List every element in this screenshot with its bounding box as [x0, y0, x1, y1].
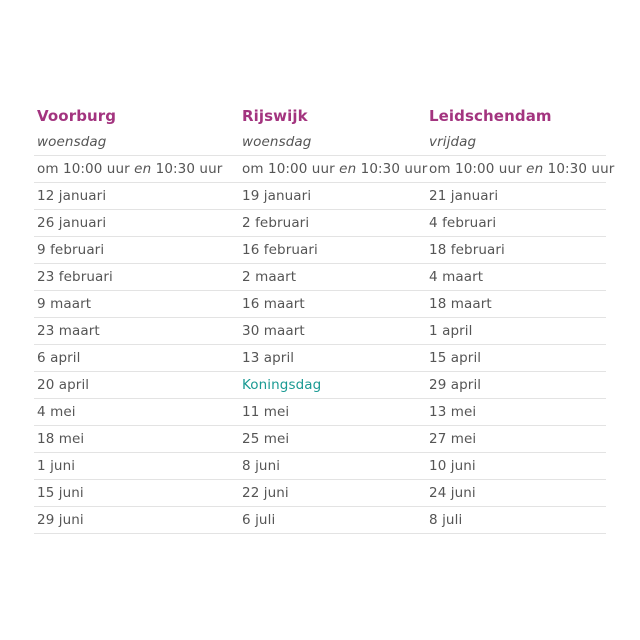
date-cell-leidschendam: 21 januari: [429, 188, 499, 204]
date-row: [34, 264, 606, 291]
date-row: [34, 183, 606, 210]
date-cell-leidschendam: 27 mei: [429, 431, 477, 447]
time-leidschendam: om 10:00 uur en 10:30 uur: [429, 161, 615, 177]
date-row: [34, 318, 606, 345]
date-cell-rijswijk: 16 maart: [242, 296, 305, 312]
holiday-cell-rijswijk: Koningsdag: [242, 377, 322, 393]
date-cell-rijswijk: 22 juni: [242, 485, 289, 501]
date-cell-leidschendam: 4 maart: [429, 269, 484, 285]
schedule-table: [34, 102, 615, 534]
date-row: [34, 507, 606, 534]
date-row: [34, 372, 606, 399]
date-cell-voorburg: 23 februari: [37, 269, 113, 285]
date-rows: [34, 183, 606, 534]
date-cell-rijswijk: 25 mei: [242, 431, 290, 447]
date-row: [34, 453, 606, 480]
date-cell-voorburg: 23 maart: [37, 323, 100, 339]
date-cell-rijswijk: 13 april: [242, 350, 295, 366]
date-cell-leidschendam: 18 februari: [429, 242, 505, 258]
date-cell-voorburg: 15 juni: [37, 485, 84, 501]
date-cell-leidschendam: 10 juni: [429, 458, 476, 474]
city-rijswijk: Rijswijk: [242, 106, 308, 125]
date-row: [34, 399, 606, 426]
city-leidschendam: Leidschendam: [429, 106, 552, 125]
date-cell-rijswijk: 11 mei: [242, 404, 290, 420]
date-cell-voorburg: 1 juni: [37, 458, 76, 474]
date-cell-leidschendam: 15 april: [429, 350, 482, 366]
weekday-leidschendam: vrijdag: [429, 134, 477, 150]
date-cell-voorburg: 9 maart: [37, 296, 92, 312]
weekday-rijswijk: woensdag: [242, 134, 312, 150]
date-row: [34, 426, 606, 453]
date-row: [34, 237, 606, 264]
city-voorburg: Voorburg: [37, 106, 117, 125]
date-cell-voorburg: 4 mei: [37, 404, 76, 420]
date-row: [34, 291, 606, 318]
date-cell-leidschendam: 8 juli: [429, 512, 463, 528]
date-cell-leidschendam: 13 mei: [429, 404, 477, 420]
date-cell-rijswijk: 19 januari: [242, 188, 312, 204]
date-cell-leidschendam: 4 februari: [429, 215, 497, 231]
date-cell-voorburg: 18 mei: [37, 431, 85, 447]
time-rijswijk: om 10:00 uur en 10:30 uur: [242, 161, 428, 177]
date-cell-rijswijk: 2 maart: [242, 269, 297, 285]
date-cell-rijswijk: 8 juni: [242, 458, 281, 474]
date-cell-voorburg: 26 januari: [37, 215, 107, 231]
time-voorburg: om 10:00 uur en 10:30 uur: [37, 161, 223, 177]
date-cell-leidschendam: 18 maart: [429, 296, 492, 312]
date-cell-voorburg: 6 april: [37, 350, 81, 366]
date-row: [34, 480, 606, 507]
time-row: [34, 156, 615, 183]
date-cell-voorburg: 12 januari: [37, 188, 107, 204]
date-cell-voorburg: 29 juni: [37, 512, 84, 528]
date-cell-leidschendam: 1 april: [429, 323, 473, 339]
date-cell-voorburg: 20 april: [37, 377, 90, 393]
date-cell-rijswijk: 16 februari: [242, 242, 318, 258]
date-row: [34, 210, 606, 237]
date-cell-leidschendam: 24 juni: [429, 485, 476, 501]
weekday-voorburg: woensdag: [37, 134, 107, 150]
date-cell-rijswijk: 30 maart: [242, 323, 305, 339]
weekday-row: [34, 129, 606, 156]
date-cell-rijswijk: 6 juli: [242, 512, 276, 528]
date-cell-voorburg: 9 februari: [37, 242, 105, 258]
date-row: [34, 345, 606, 372]
date-cell-rijswijk: 2 februari: [242, 215, 310, 231]
date-cell-leidschendam: 29 april: [429, 377, 482, 393]
city-header-row: [34, 102, 606, 129]
